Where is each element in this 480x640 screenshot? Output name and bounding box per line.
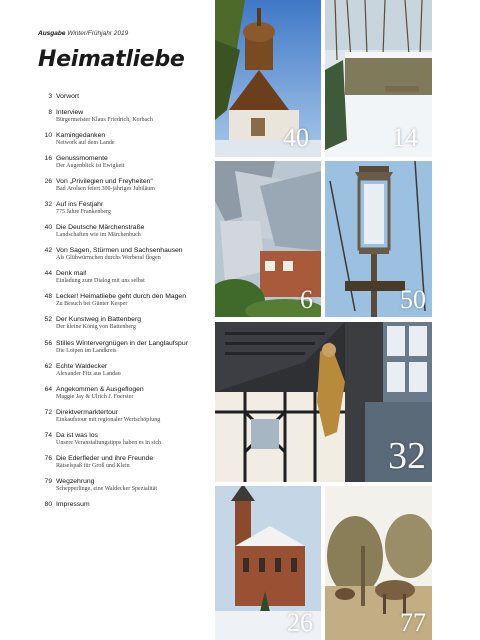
toc-entry[interactable] <box>38 501 214 509</box>
toc-entry[interactable] <box>38 270 214 286</box>
toc-title: Genussmomente <box>56 154 108 162</box>
toc-subtitle: Der Augenblick ist Ewigkeit <box>56 162 125 169</box>
toc-page-number: 40 <box>44 224 52 232</box>
toc-entry[interactable] <box>38 340 214 356</box>
toc-page-number: 10 <box>44 131 52 139</box>
toc-entry[interactable] <box>38 93 214 101</box>
toc-entry[interactable] <box>38 432 214 448</box>
toc-subtitle: Bürgermeister Klaus Friedrich, Korbach <box>56 116 153 123</box>
page-number-label: 26 <box>287 608 313 637</box>
toc-subtitle: Bad Arolsen feiert 300-jähriges Jubiläum <box>56 185 155 192</box>
toc-title: Interview <box>56 108 84 116</box>
toc-entry[interactable] <box>38 455 214 471</box>
toc-title: Denk mal! <box>56 270 87 278</box>
toc-entry[interactable] <box>38 201 214 217</box>
toc-subtitle: Alexander Fitz aus Landau <box>56 370 121 377</box>
toc-title: Von „Privilegien und Freyheiten“ <box>56 177 153 185</box>
toc-page-number: 3 <box>48 93 52 100</box>
toc-entry[interactable] <box>38 132 214 148</box>
toc-page-number: 44 <box>44 270 52 278</box>
toc-subtitle: Einladung zum Dialog mit uns selbst <box>56 278 145 285</box>
toc-entry[interactable] <box>38 178 214 194</box>
toc-page-number: 76 <box>44 455 52 462</box>
issue-label: Ausgabe <box>38 30 66 37</box>
toc-subtitle: Network auf dem Lande <box>56 139 115 146</box>
photo-church-winter[interactable] <box>215 486 321 640</box>
page-number-label: 77 <box>400 608 426 637</box>
toc-page-number: 56 <box>44 339 52 347</box>
toc-subtitle: 775 Jahre Frankenberg <box>56 208 111 215</box>
toc-subtitle: Schepperlinge, eine Waldecker Spezialität <box>56 486 158 493</box>
toc-title: Da ist was los <box>56 431 98 439</box>
toc-title: Die Ederfleder und ihre Freunde <box>56 455 154 462</box>
toc-page-number: 42 <box>44 247 52 255</box>
toc-entry[interactable] <box>38 293 214 309</box>
toc-title: Echte Waldecker <box>56 362 108 370</box>
toc-entry[interactable] <box>38 247 214 263</box>
toc-page-number: 72 <box>44 408 52 416</box>
toc-title: Wegzehrung <box>56 478 95 486</box>
toc-entry[interactable] <box>38 363 214 379</box>
toc-page-number: 26 <box>44 177 52 185</box>
toc-title: Direktvermarktertour <box>56 408 118 416</box>
toc-subtitle: Der kleine König von Battenberg <box>56 324 136 331</box>
page-number-label: 40 <box>283 123 309 152</box>
toc-page-number: 52 <box>44 316 52 324</box>
issue-line <box>38 30 214 37</box>
toc-subtitle: Unsere Veranstaltungstipps haben es in sich <box>56 439 162 446</box>
photo-church-tower[interactable] <box>215 0 321 157</box>
toc-page-number: 8 <box>48 108 52 116</box>
photo-timber-facade[interactable] <box>215 322 432 482</box>
toc-title: Impressum <box>56 501 90 509</box>
toc-title: Kamingedanken <box>56 131 106 139</box>
page-number-label: 50 <box>400 285 426 314</box>
table-of-contents <box>38 93 214 517</box>
toc-subtitle: Als Glühwürmchen durchs Werberal flogen <box>56 255 161 262</box>
toc-subtitle: Maggie Jay & Ulrich J. Foerster <box>56 393 134 400</box>
toc-title: Der Kunstweg in Battenberg <box>56 316 142 324</box>
toc-entry[interactable] <box>38 478 214 494</box>
toc-entry[interactable] <box>38 155 214 171</box>
toc-entry[interactable] <box>38 316 214 332</box>
toc-entry[interactable] <box>38 109 214 125</box>
toc-entry[interactable] <box>38 224 214 240</box>
toc-page-number: 64 <box>44 385 52 393</box>
toc-subtitle: Zu Besuch bei Günter Kesper <box>56 301 128 308</box>
toc-entry[interactable] <box>38 409 214 425</box>
photo-snow-wall[interactable] <box>325 0 432 157</box>
page-number-label: 14 <box>392 123 418 152</box>
photo-lantern[interactable] <box>325 161 432 317</box>
toc-page-number: 16 <box>44 154 52 162</box>
masthead-title: Heimatliebe <box>38 47 185 72</box>
toc-page-number: 74 <box>44 431 52 439</box>
toc-page-number: 80 <box>44 501 52 509</box>
toc-subtitle: Rätselspaß für Groß und Klein <box>56 463 130 469</box>
toc-title: Angekommen & Ausgeflogen <box>56 385 144 393</box>
toc-title: Die Deutsche Märchenstraße <box>56 224 145 232</box>
photo-modern-building[interactable] <box>215 161 321 317</box>
toc-title: Von Sagen, Stürmen und Sachsenhausen <box>56 247 183 255</box>
page-number-label: 32 <box>388 435 426 477</box>
toc-entry[interactable] <box>38 386 214 402</box>
toc-page-number: 79 <box>44 478 52 486</box>
toc-page-number: 32 <box>44 200 52 208</box>
toc-title: Lecker! Heimatliebe geht durch den Magen <box>56 293 186 301</box>
toc-subtitle: Landschaften wie im Märchenbuch <box>56 232 141 239</box>
toc-page-number: 48 <box>44 293 52 301</box>
toc-title: Vorwort <box>56 93 80 100</box>
photo-deer-sculpture[interactable] <box>325 486 432 640</box>
toc-title: Auf ins Festjahr <box>56 200 104 208</box>
toc-page-number: 62 <box>44 362 52 370</box>
page-number-label: 6 <box>300 285 313 314</box>
toc-title: Stilles Wintervergnügen in der Langlaufspur <box>56 339 188 347</box>
toc-subtitle: Die Loipen im Landkreis <box>56 347 117 354</box>
toc-subtitle: Einkaufstour mit regionaler Wertschöpfung <box>56 416 161 423</box>
issue-season: Winter/Frühjahr 2019 <box>67 30 129 37</box>
